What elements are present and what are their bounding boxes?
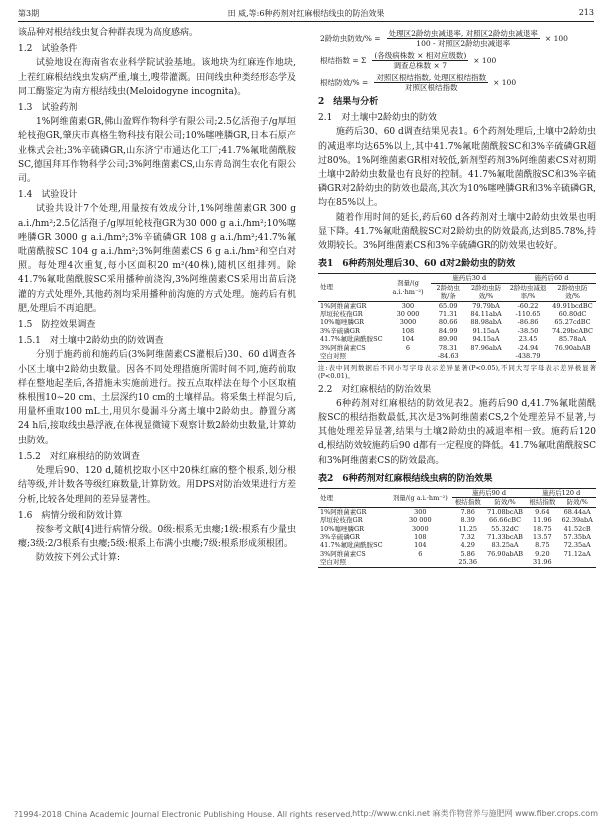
issue-number: 第3期: [18, 9, 40, 18]
table-cell: 62.39abA: [561, 516, 593, 525]
table-cell: 10%噻唑膦GR: [320, 524, 365, 533]
table-cell: 9.64: [535, 507, 550, 516]
table-row: [318, 558, 596, 567]
t1-subheader: 2龄幼虫减退率/%: [507, 283, 549, 301]
table-cell: -438.79: [507, 352, 549, 361]
t2-subheader: 根结指数: [526, 498, 558, 507]
table-cell: 65.09: [438, 301, 458, 310]
website-footer: http://www.cnki.net 麻类作物营养与施肥网 www.fiber.crops.com: [352, 809, 598, 818]
table-cell: 1%阿维菌素GR: [320, 301, 367, 310]
section-1-5-1-title: 1.5.1 对土壤中2龄幼虫的防效调查: [18, 336, 164, 347]
table-cell: 41.7%氟吡菌酰胺SC: [320, 541, 383, 550]
table-cell: 84.11abA: [470, 310, 502, 319]
section-1-5-2-title: 1.5.2 对红麻根结的防效调查: [18, 451, 140, 462]
section-1-4-text: 试验共设计7个处理,用量按有效成分计,1%阿维菌素GR 300 g a.i./hm²;2.5亿活孢子/g厚垣轮枝孢GR为30 000 g a.i./hm²;10%噻唑膦GR 3000 g a.i./hm²;3%辛硫磷GR 108 g a.i./hm²;41.7%氟吡菌酰胺SC 104 g a.i./hm²;3%阿维菌素CS 6 g a.i./hm²和空白对照。每处理4次重复,每小区面积20 m²(40株),随机区组排列。除41.7%氟吡菌酰胺SC采用播种前浇沟,3%阿维菌素CS采用出苗后浇灌的方式处理外,其他药剂均采用播种前沟施的方式处理。施药后有机肥,处理后不再追肥。: [18, 204, 296, 314]
table-cell: 300: [414, 507, 427, 516]
section-1-6-text: 按参考文献[4]进行病情分级。0级:根系无虫瘿;1级:根系有少量虫瘿;3级:2/3根系有虫瘿;5级:根系上布满小虫瘿;7级:根系形成须根团。: [18, 524, 296, 550]
t2-header-dose: 剂量/(g a.i.·hm⁻²): [389, 488, 452, 507]
table-cell: 89.90: [438, 335, 458, 344]
table-cell: 60.80dC: [558, 310, 587, 319]
table-cell: 3%阿维菌素CS: [320, 549, 366, 558]
section-1-5-title: 1.5 防控效果调查: [18, 320, 96, 331]
table-cell: 1%阿维菌素GR: [320, 507, 367, 516]
table-1: [318, 273, 596, 361]
table-cell: 3%阿维菌素CS: [320, 343, 366, 352]
t1-subheader: 2龄幼虫防效/%: [549, 283, 596, 301]
table-cell: 3%辛硫磷GR: [320, 532, 360, 541]
t2-header-90d: 施药后90 d: [452, 488, 527, 497]
table-cell: 72.35aA: [563, 541, 591, 550]
section-2-1-title: 2.1 对土壤中2龄幼虫的防效: [318, 113, 438, 124]
table-cell: 6: [405, 343, 411, 352]
table-cell: [484, 558, 527, 567]
section-1-3-title: 1.3 试验药剂: [18, 103, 78, 114]
table-cell: 18.75: [533, 524, 552, 533]
table-cell: [389, 558, 452, 567]
table-cell: 108: [414, 532, 427, 541]
t2-subheader: 防效/%: [484, 498, 527, 507]
table-cell: 9.20: [535, 549, 550, 558]
table-cell: 79.79bA: [472, 301, 500, 310]
table-cell: 23.45: [518, 335, 538, 344]
t1-header-dose: 剂量/(g a.i.·hm⁻²): [385, 274, 432, 301]
table-cell: 5.86: [460, 549, 475, 558]
table-row: [318, 516, 596, 524]
table-cell: 74.29bcABC: [552, 326, 593, 335]
table-cell: 76.90abAB: [554, 343, 591, 352]
table-cell: [549, 352, 596, 361]
table-cell: 78.31: [438, 343, 458, 352]
table-cell: 30 000: [396, 310, 420, 319]
table-cell: 57.35bA: [563, 532, 591, 541]
table-row: [318, 525, 596, 533]
page-number: 213: [578, 8, 594, 17]
table-1-note: 注:表中同列数据后不同小写字母表示差异显著(P<0.05),不同大写字母表示差异极显著(P<0.01)。: [318, 363, 596, 380]
table-row: [318, 344, 596, 352]
table-cell: -38.50: [517, 326, 539, 335]
table-cell: 87.96abA: [470, 343, 502, 352]
header-rule: [18, 21, 594, 22]
running-header: [18, 8, 594, 22]
running-title: 田 威,等:6种药剂对红麻根结线虫的防治效果: [227, 9, 385, 18]
table-cell: -60.22: [517, 301, 539, 310]
section-1-6-title: 1.6 病情分级和防效计算: [18, 510, 123, 521]
table-cell: [465, 352, 507, 361]
table-cell: 71.31: [438, 310, 458, 319]
section-2-2-title: 2.2 对红麻根结的防治效果: [318, 384, 432, 395]
table-cell: 104: [401, 335, 415, 344]
equation-larva-efficacy: 2龄幼虫防效/% = $\frac{\text{处理区2龄幼虫减退率, 对照区2龄幼虫减退率}}{\text{100 - 对照区2龄幼虫减退率}}$ × 100: [320, 29, 568, 48]
section-1-6-text-2: 防效按下列公式计算:: [36, 553, 121, 564]
table-cell: 10%噻唑膦GR: [320, 318, 365, 327]
section-1-3-text: 1%阿维菌素GR,佛山盈辉作物科学有限公司;2.5亿活孢子/g厚垣轮枝孢GR,肇庆市真格生物科技有限公司;10%噻唑膦GR,日本石原产业株式会社;3%辛硫磷GR,山东济宁市通达化工厂;41.7%氟吡菌酰胺SC,德国拜耳作物科学公司;3%阿维菌素CS,山东青岛润生农化有限公司。: [18, 117, 296, 185]
table-cell: 104: [414, 541, 427, 550]
table-cell: 8.75: [535, 541, 550, 550]
t1-header-treatment: 处理: [318, 274, 385, 301]
section-1-4-title: 1.4 试验设计: [18, 190, 78, 201]
table-row: [318, 335, 596, 343]
table-cell: 84.99: [438, 326, 458, 335]
t1-subheader: 2龄幼虫防效/%: [465, 283, 507, 301]
table-cell: -84.63: [431, 352, 465, 361]
table-cell: 空白对照: [318, 558, 389, 567]
section-2-1-para-2: 随着作用时间的延长,药后60 d各药剂对土壤中2龄幼虫效果也明显下降。41.7%氟吡菌酰胺SC对2龄幼虫的防效最高,达到85.78%,持效期较长。3%阿维菌素CS和3%辛硫磷GR的防效果也较好。: [318, 212, 596, 252]
table-cell: 30 000: [408, 516, 432, 525]
table-cell: 88.98abA: [470, 318, 502, 327]
table-row: [318, 507, 596, 516]
table-cell: 65.27cdBC: [554, 318, 591, 327]
table-row: [318, 550, 596, 558]
table-2-caption: 表2 6种药剂对红麻根结线虫病的防治效果: [318, 473, 493, 484]
left-column: [18, 26, 296, 566]
table-cell: 94.15aA: [472, 335, 500, 344]
t2-header-120d: 施药后120 d: [526, 488, 596, 497]
table-row: [318, 318, 596, 326]
section-1-2-title: 1.2 试验条件: [18, 44, 78, 55]
table-cell: [385, 352, 432, 361]
table-cell: 空白对照: [318, 352, 385, 361]
table-cell: 71.33bcAB: [487, 532, 523, 541]
right-column: [318, 26, 596, 568]
table-cell: 11.25: [458, 524, 477, 533]
table-cell: 13.57: [533, 532, 552, 541]
table-1-caption: 表1 6种药剂处理后30、60 d对2龄幼虫的防效: [318, 259, 516, 270]
table-cell: 厚垣轮枝孢GR: [320, 516, 363, 525]
table-cell: 7.86: [460, 507, 475, 516]
table-row: [318, 301, 596, 310]
table-cell: 68.44aA: [563, 507, 591, 516]
table-cell: 49.91bcdBC: [552, 301, 593, 310]
table-cell: 31.96: [526, 558, 558, 567]
copyright-footer: ?1994-2018 China Academic Journal Electronic Publishing House. All rights reserved.: [14, 810, 353, 819]
table-cell: 6: [418, 549, 423, 558]
table-cell: 7.32: [460, 532, 475, 541]
table-cell: 66.66cBC: [488, 516, 522, 525]
t2-subheader: 防效/%: [558, 498, 596, 507]
table-cell: -110.65: [515, 310, 541, 319]
table-2: [318, 488, 596, 568]
table-cell: 厚垣轮枝孢GR: [320, 310, 363, 319]
section-1-2-text: 试验地设在海南省农业科学院试验基地。该地块为红麻连作地块,上茬红麻根结线虫发病严重,壤土,嗖带灌溉。田间线虫种类经形态学及同工酶鉴定为南方根结线虫(Meloidogyne incognita)。: [18, 58, 296, 97]
intro-text: 该品种对根结线虫复合种群表现为高度感病。: [18, 28, 199, 38]
t1-subheader: 2龄幼虫数/条: [431, 283, 465, 301]
table-cell: 11.96: [533, 516, 552, 525]
table-cell: 4.29: [460, 541, 475, 550]
table-cell: 91.15aA: [472, 326, 500, 335]
table-cell: -86.86: [517, 318, 539, 327]
t1-header-60d: 施药后60 d: [507, 274, 596, 283]
table-row: [318, 352, 596, 361]
table-cell: 71.12aA: [563, 549, 591, 558]
table-cell: [558, 558, 596, 567]
table-cell: 85.78aA: [558, 335, 587, 344]
table-cell: 41.7%氟吡菌酰胺SC: [320, 335, 383, 344]
table-cell: 71.08bcAB: [487, 507, 523, 516]
section-2-2-text: 6种药剂对红麻根结的防效见表2。施药后90 d,41.7%氟吡菌酰胺SC的根结指数最低,其次是3%阿维菌素CS,2个处理差异不显著,与其他处理差异显著,结果与土壤2龄幼虫的减退率相一致。施药后120 d,根结防效较施药后90 d都有一定程度的降低。41.7%氟吡菌酰胺SC和3%阿维菌素CS的防效最高。: [318, 398, 596, 466]
table-cell: 55.32dC: [491, 524, 519, 533]
table-cell: 3%辛硫磷GR: [320, 326, 360, 335]
table-cell: -24.94: [517, 343, 539, 352]
table-cell: 76.90abAB: [486, 549, 524, 558]
section-2-1-para-1: 施药后30、60 d调查结果见表1。6个药剂处理后,土壤中2龄幼虫的减退率均达65%以上,其中41.7%氟吡菌酰胺SC和3%辛硫磷GR超过80%。1%阿维菌素GR相对较低,新剂型药剂3%阿维菌素CS对初期土壤中2龄幼虫数量也有良好的控制。41.7%氟吡菌酰胺SC和3%辛硫磷GR对2龄幼虫的防效也最高,其次为10%噻唑膦GR和3%辛硫磷GR,均在85%以上。: [318, 127, 596, 209]
section-1-5-1-text: 分别于施药前和施药后(3%阿维菌素CS灌根后)30、60 d调查各小区土壤中2龄幼虫数量。因各不同处理措施所需时间不同,施药前取样在整地起垄后,各措施未实施前进行。按五点取样法在每个小区取植株根围10~20 cm、土层深约10 cm的土壤样品。将采集土样混匀后,用量杯重取100 mL土,用贝尔曼漏斗分离土壤中2龄幼虫。静置分离24 h后,接取线虫悬浮液,在体视显微镜下观察计数2龄幼虫数量,计算幼虫防效。: [18, 350, 296, 446]
table-row: [318, 541, 596, 549]
table-cell: 8.39: [460, 516, 475, 525]
t2-subheader: 根结指数: [452, 498, 484, 507]
table-cell: 41.52cB: [563, 524, 591, 533]
section-1-5-2-text: 处理后90、120 d,随机挖取小区中20株红麻的整个根系,划分根结等级,并计数各等级红麻数量,计算防效。用DPS对防治效果进行方差分析,比较各处理间的差异显著性。: [18, 466, 296, 505]
section-2-title: 2 结果与分析: [318, 97, 379, 107]
table-cell: 3000: [399, 318, 417, 327]
table-cell: 83.25aA: [491, 541, 519, 550]
table-cell: 25.36: [452, 558, 484, 567]
table-cell: 300: [401, 301, 415, 310]
table-cell: 3000: [412, 524, 429, 533]
equation-gall-efficacy: 根结防效/% = $\frac{\text{对照区根结指数, 处理区根结指数}}{\text{对照区根结指数}}$ × 100: [320, 73, 517, 92]
table-cell: 80.66: [438, 318, 458, 327]
t1-header-30d: 施药后30 d: [431, 274, 507, 283]
t2-header-treatment: 处理: [318, 488, 389, 507]
equation-gall-index: 根结指数 = Σ $\frac{\text{(各级病株数 × 相对应级数)}}{\text{调查总株数 × 7}}$ × 100: [320, 51, 497, 70]
table-cell: 108: [401, 326, 415, 335]
